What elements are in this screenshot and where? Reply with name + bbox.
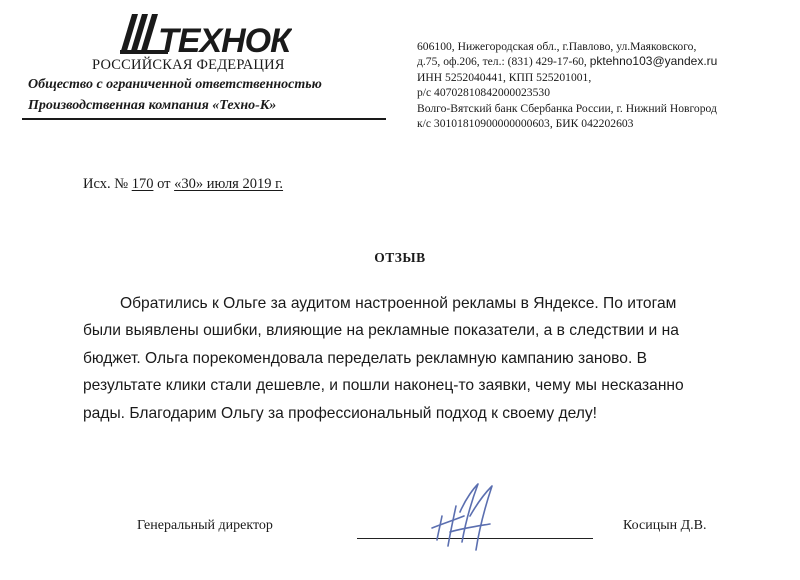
signatory-position: Генеральный директор [137, 518, 273, 533]
body-line: результате клики стали дешевле, и пошли наконец-то заявки, чему мы несказанно [83, 377, 684, 395]
email-address: pktehno103@yandex.ru [589, 54, 718, 69]
tax-ids-line: ИНН 5252040441, КПП 525201001, [417, 70, 592, 84]
country-label: РОССИЙСКАЯ ФЕДЕРАЦИЯ [92, 57, 285, 73]
outgoing-reference [83, 176, 283, 193]
handwritten-signature [420, 476, 530, 556]
header-divider [22, 118, 386, 120]
address-phone-line [417, 54, 717, 69]
review-body [83, 290, 753, 427]
ref-from: от [153, 176, 175, 192]
body-line: были выявлены ошибки, влияющие на рекламные показатели, а в следствии и на [83, 322, 679, 340]
ref-number: 170 [131, 176, 154, 192]
ref-prefix: Исх. № [83, 176, 132, 192]
svg-text:ТЕХНОК: ТЕХНОК [158, 22, 291, 60]
bank-account-line: р/с 40702810842000023530 [417, 86, 550, 100]
organization-name: Производственная компания «Техно-К» [28, 98, 277, 113]
body-line: бюджет. Ольга порекомендовала переделать рекламную кампанию заново. В [83, 349, 648, 367]
body-line: рады. Благодарим Ольгу за профессиональный подход к своему делу! [83, 404, 597, 422]
organization-form: Общество с ограниченной ответственностью [28, 77, 322, 92]
address-line: 606100, Нижегородская обл., г.Павлово, ул.Маяковского, [417, 40, 697, 53]
document-title: ОТЗЫВ [374, 250, 426, 265]
body-line: Обратились к Ольге за аудитом настроенной рекламы в Яндексе. По итогам [120, 295, 677, 312]
ref-date: «30» июля 2019 г. [174, 176, 284, 192]
correspondent-account-line: к/с 30101810900000000603, БИК 042202603 [417, 117, 634, 131]
signatory-name: Косицын Д.В. [623, 518, 707, 533]
company-requisites [417, 39, 717, 131]
address-phone: д.75, оф.206, тел.: (831) 429-17-60, [417, 55, 590, 69]
bank-name-line: Волго-Вятский банк Сбербанка России, г. Нижний Новгород [417, 101, 717, 115]
